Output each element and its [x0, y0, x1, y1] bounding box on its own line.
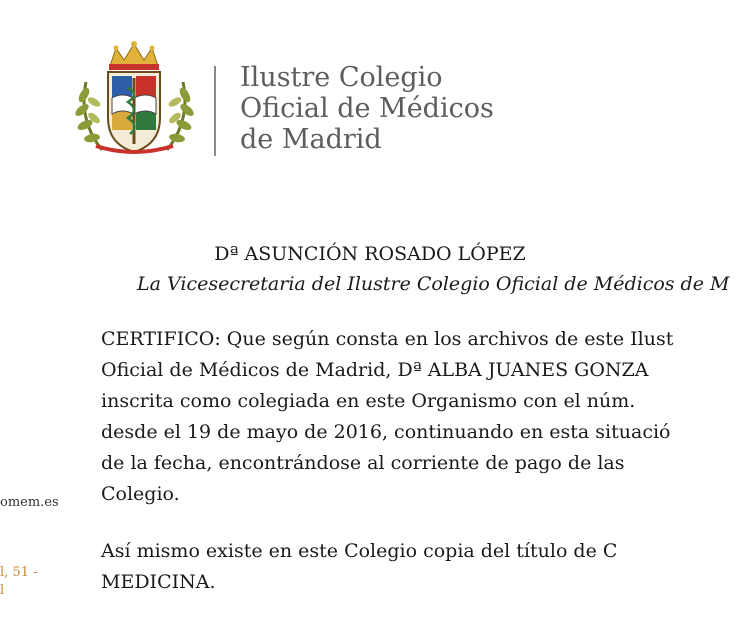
paragraph-line: MEDICINA. [101, 571, 216, 593]
college-crest-icon [72, 40, 197, 160]
paragraph-line: CERTIFICO: Que según consta en los archivos de este Ilust [101, 328, 674, 350]
sidebar-address-line-2: l [0, 583, 5, 598]
paragraph-line: desde el 19 de mayo de 2016, continuando en esta situació [101, 421, 671, 443]
paragraph-line: Oficial de Médicos de Madrid, Dª ALBA JUANES GONZA [101, 359, 649, 381]
paragraph-line: Así mismo existe en este Colegio copia del título de C [101, 540, 618, 562]
org-name-line-1: Ilustre Colegio [240, 62, 443, 93]
title-copy-paragraph [101, 536, 661, 598]
letterhead-divider [214, 66, 216, 156]
org-name-line-2: Oficial de Médicos [240, 93, 494, 124]
certificate-paragraph [101, 324, 674, 510]
signer-name: Dª ASUNCIÓN ROSADO LÓPEZ [214, 243, 526, 265]
organization-name [240, 62, 540, 155]
sidebar-email: omem.es [0, 495, 59, 510]
paragraph-line: inscrita como colegiada en este Organismo con el núm. [101, 390, 636, 412]
org-name-line-3: de Madrid [240, 124, 382, 155]
paragraph-line: de la fecha, encontrándose al corriente de pago de las [101, 452, 625, 474]
sidebar-address-line-1: l, 51 - [0, 565, 38, 580]
paragraph-line: Colegio. [101, 483, 180, 505]
signer-role: La Vicesecretaria del Ilustre Colegio Oficial de Médicos de M [137, 273, 730, 295]
